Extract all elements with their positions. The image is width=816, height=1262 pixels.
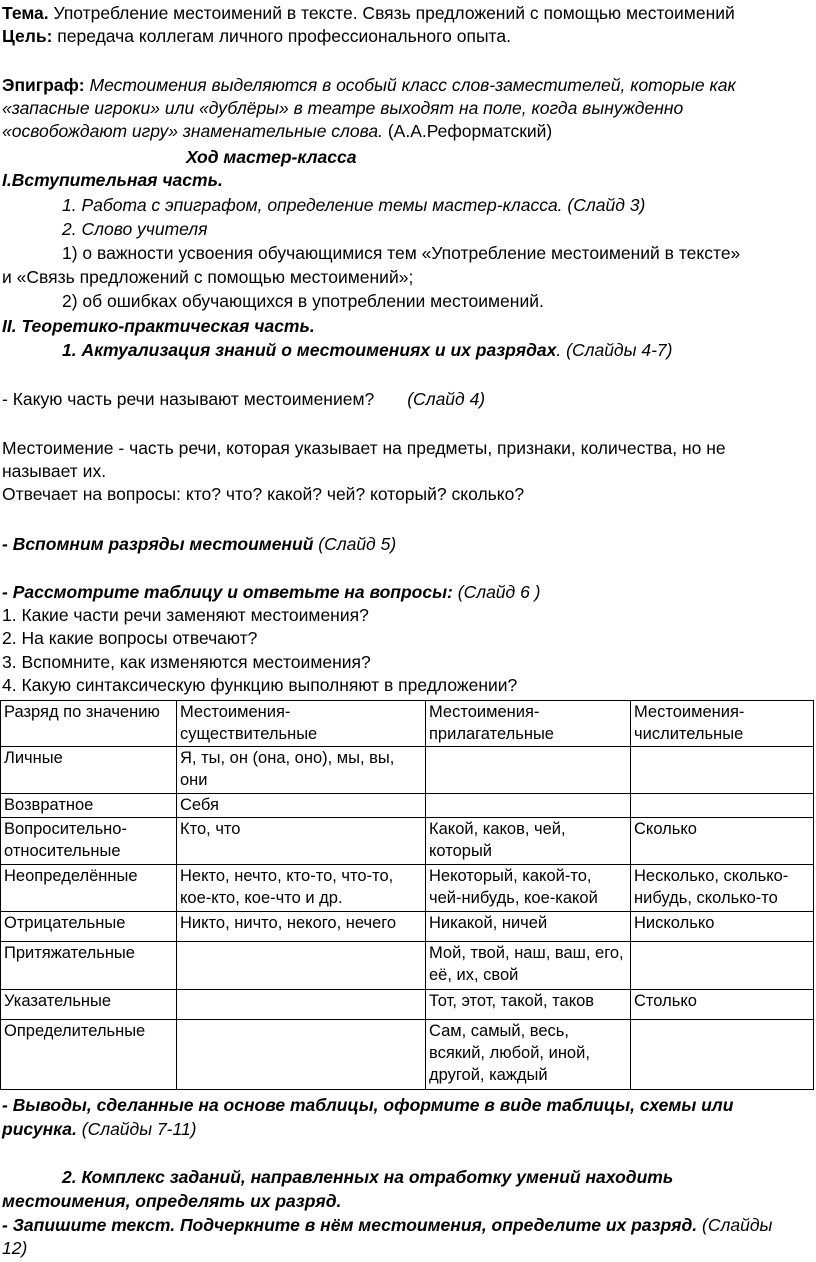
goal-label: Цель:	[2, 26, 53, 46]
section1-title: I.Вступительная часть.	[2, 170, 223, 190]
task-slides-continued: 12)	[2, 1238, 28, 1258]
question-list-item: 1. Какие части речи заменяют местоимения?	[2, 605, 369, 625]
epigraph-text-3: «освобождают игру» знаменательные слова.	[2, 121, 383, 141]
conclusion-slides: (Слайды 7-11)	[76, 1119, 197, 1139]
table-header-cell: Разряд по значению	[1, 701, 177, 747]
table-row	[1, 865, 814, 912]
table-header-cell: Местоимения-существительные	[177, 701, 426, 747]
table-row	[1, 942, 814, 990]
plan-item-2: 2. Слово учителя	[62, 219, 208, 239]
conclusion-line-2	[2, 1118, 197, 1141]
epigraph-line-3	[2, 120, 552, 143]
table-cell	[631, 747, 814, 794]
table-header-row	[1, 701, 814, 747]
table-row	[1, 990, 814, 1020]
table-cell: Сам, самый, весь, всякий, любой, иной, другой, каждый	[426, 1020, 631, 1090]
recall-bold: - Вспомним разряды местоимений	[2, 534, 314, 554]
section2-item-1-bold: 1. Актуализация знаний о местоимениях и их разрядах	[62, 340, 557, 360]
table-cell: Себя	[177, 794, 426, 818]
table-cell: Личные	[1, 747, 177, 794]
table-cell	[631, 942, 814, 990]
topic-line	[2, 2, 735, 25]
table-cell: Некоторый, какой-то, чей-нибудь, кое-какой	[426, 865, 631, 912]
table-cell: Вопросительно-относительные	[1, 818, 177, 865]
complex-line-2: местоимения, определять их разряд.	[2, 1191, 342, 1211]
table-cell	[177, 1020, 426, 1090]
table-cell: Некто, нечто, кто-то, что-то, кое-кто, кое-что и др.	[177, 865, 426, 912]
table-cell	[177, 990, 426, 1020]
table-cell: Возвратное	[1, 794, 177, 818]
table-header-cell: Местоимения-числительные	[631, 701, 814, 747]
recall-slide: (Слайд 5)	[313, 534, 397, 554]
task-bold: - Запишите текст. Подчеркните в нём местоимения, определите их разряд.	[2, 1215, 698, 1235]
look-line	[2, 581, 541, 604]
table-row	[1, 818, 814, 865]
task-line	[2, 1214, 772, 1237]
table-cell	[426, 747, 631, 794]
table-cell	[631, 1020, 814, 1090]
topic-text: Употребление местоимений в тексте. Связь предложений с помощью местоимений	[48, 3, 735, 23]
plan-item-1: 1. Работа с эпиграфом, определение темы мастер-класса. (Слайд 3)	[62, 195, 646, 215]
question-list-item: 2. На какие вопросы отвечают?	[2, 628, 258, 648]
definition-line-3: Отвечает на вопросы: кто? что? какой? чей? который? сколько?	[2, 484, 525, 504]
section2-title: II. Теоретико-практическая часть.	[2, 316, 315, 336]
table-cell: Определительные	[1, 1020, 177, 1090]
epigraph-line-2: «запасные игроки» или «дублёры» в театре выходят на поле, когда вынужденно	[2, 98, 684, 118]
topic-label: Тема.	[2, 3, 49, 23]
plan-title: Ход мастер-класса	[186, 147, 357, 167]
table-row	[1, 912, 814, 942]
table-cell	[631, 794, 814, 818]
epigraph-line-1	[2, 74, 736, 97]
section2-item-1	[62, 339, 672, 362]
goal-text: передача коллегам личного профессионального опыта.	[52, 26, 511, 46]
conclusion-line-1: - Выводы, сделанные на основе таблицы, оформите в виде таблицы, схемы или	[2, 1095, 734, 1115]
table-cell: Мой, твой, наш, ваш, его, её, их, свой	[426, 942, 631, 990]
question-1	[2, 388, 485, 411]
table-row	[1, 794, 814, 818]
table-cell	[426, 794, 631, 818]
task-slides: (Слайды	[697, 1215, 773, 1235]
question-list-item: 3. Вспомните, как изменяются местоимения?	[2, 652, 371, 672]
epigraph-author: (А.А.Реформатский)	[382, 121, 553, 141]
question-1-slide: (Слайд 4)	[407, 389, 486, 409]
plan-sub-2: 2) об ошибках обучающихся в употреблении местоимений.	[62, 291, 544, 311]
complex-line-1: 2. Комплекс заданий, направленных на отработку умений находить	[62, 1167, 674, 1187]
table-cell: Нисколько	[631, 912, 814, 942]
table-cell: Несколько, сколько-нибудь, сколько-то	[631, 865, 814, 912]
table-cell: Отрицательные	[1, 912, 177, 942]
table-cell: Неопределённые	[1, 865, 177, 912]
goal-line	[2, 25, 511, 48]
look-bold: - Рассмотрите таблицу и ответьте на вопросы:	[2, 582, 453, 602]
table-cell: Притяжательные	[1, 942, 177, 990]
table-cell: Тот, этот, такой, таков	[426, 990, 631, 1020]
question-1-text: - Какую часть речи называют местоимением?	[2, 389, 375, 409]
look-slide: (Слайд 6 )	[452, 582, 541, 602]
table-cell: Указательные	[1, 990, 177, 1020]
definition-line-2: называет их.	[2, 461, 107, 481]
recall-line	[2, 533, 396, 556]
table-cell: Сколько	[631, 818, 814, 865]
table-cell: Какой, каков, чей, который	[426, 818, 631, 865]
table-header-cell: Местоимения-прилагательные	[426, 701, 631, 747]
table-row	[1, 747, 814, 794]
conclusion-bold: рисунка.	[2, 1119, 77, 1139]
table-cell	[177, 942, 426, 990]
epigraph-text-1: Местоимения выделяются в особый класс слов-заместителей, которые как	[84, 75, 736, 95]
table-cell: Никакой, ничей	[426, 912, 631, 942]
table-cell: Кто, что	[177, 818, 426, 865]
question-list-item: 4. Какую синтаксическую функцию выполняют в предложении?	[2, 675, 518, 695]
section2-item-1-slides: . (Слайды 4-7)	[556, 340, 673, 360]
table-cell: Столько	[631, 990, 814, 1020]
table-cell: Я, ты, он (она, оно), мы, вы, они	[177, 747, 426, 794]
definition-line-1: Местоимение - часть речи, которая указывает на предметы, признаки, количества, но не	[2, 438, 726, 458]
table-row	[1, 1020, 814, 1090]
plan-sub-1-line-1: 1) о важности усвоения обучающимися тем «Употребление местоимений в тексте»	[62, 243, 741, 263]
epigraph-label: Эпиграф:	[2, 75, 85, 95]
table-cell: Никто, ничто, некого, нечего	[177, 912, 426, 942]
plan-sub-1-line-2: и «Связь предложений с помощью местоимений»;	[2, 267, 414, 287]
pronoun-categories-table	[0, 700, 814, 1090]
